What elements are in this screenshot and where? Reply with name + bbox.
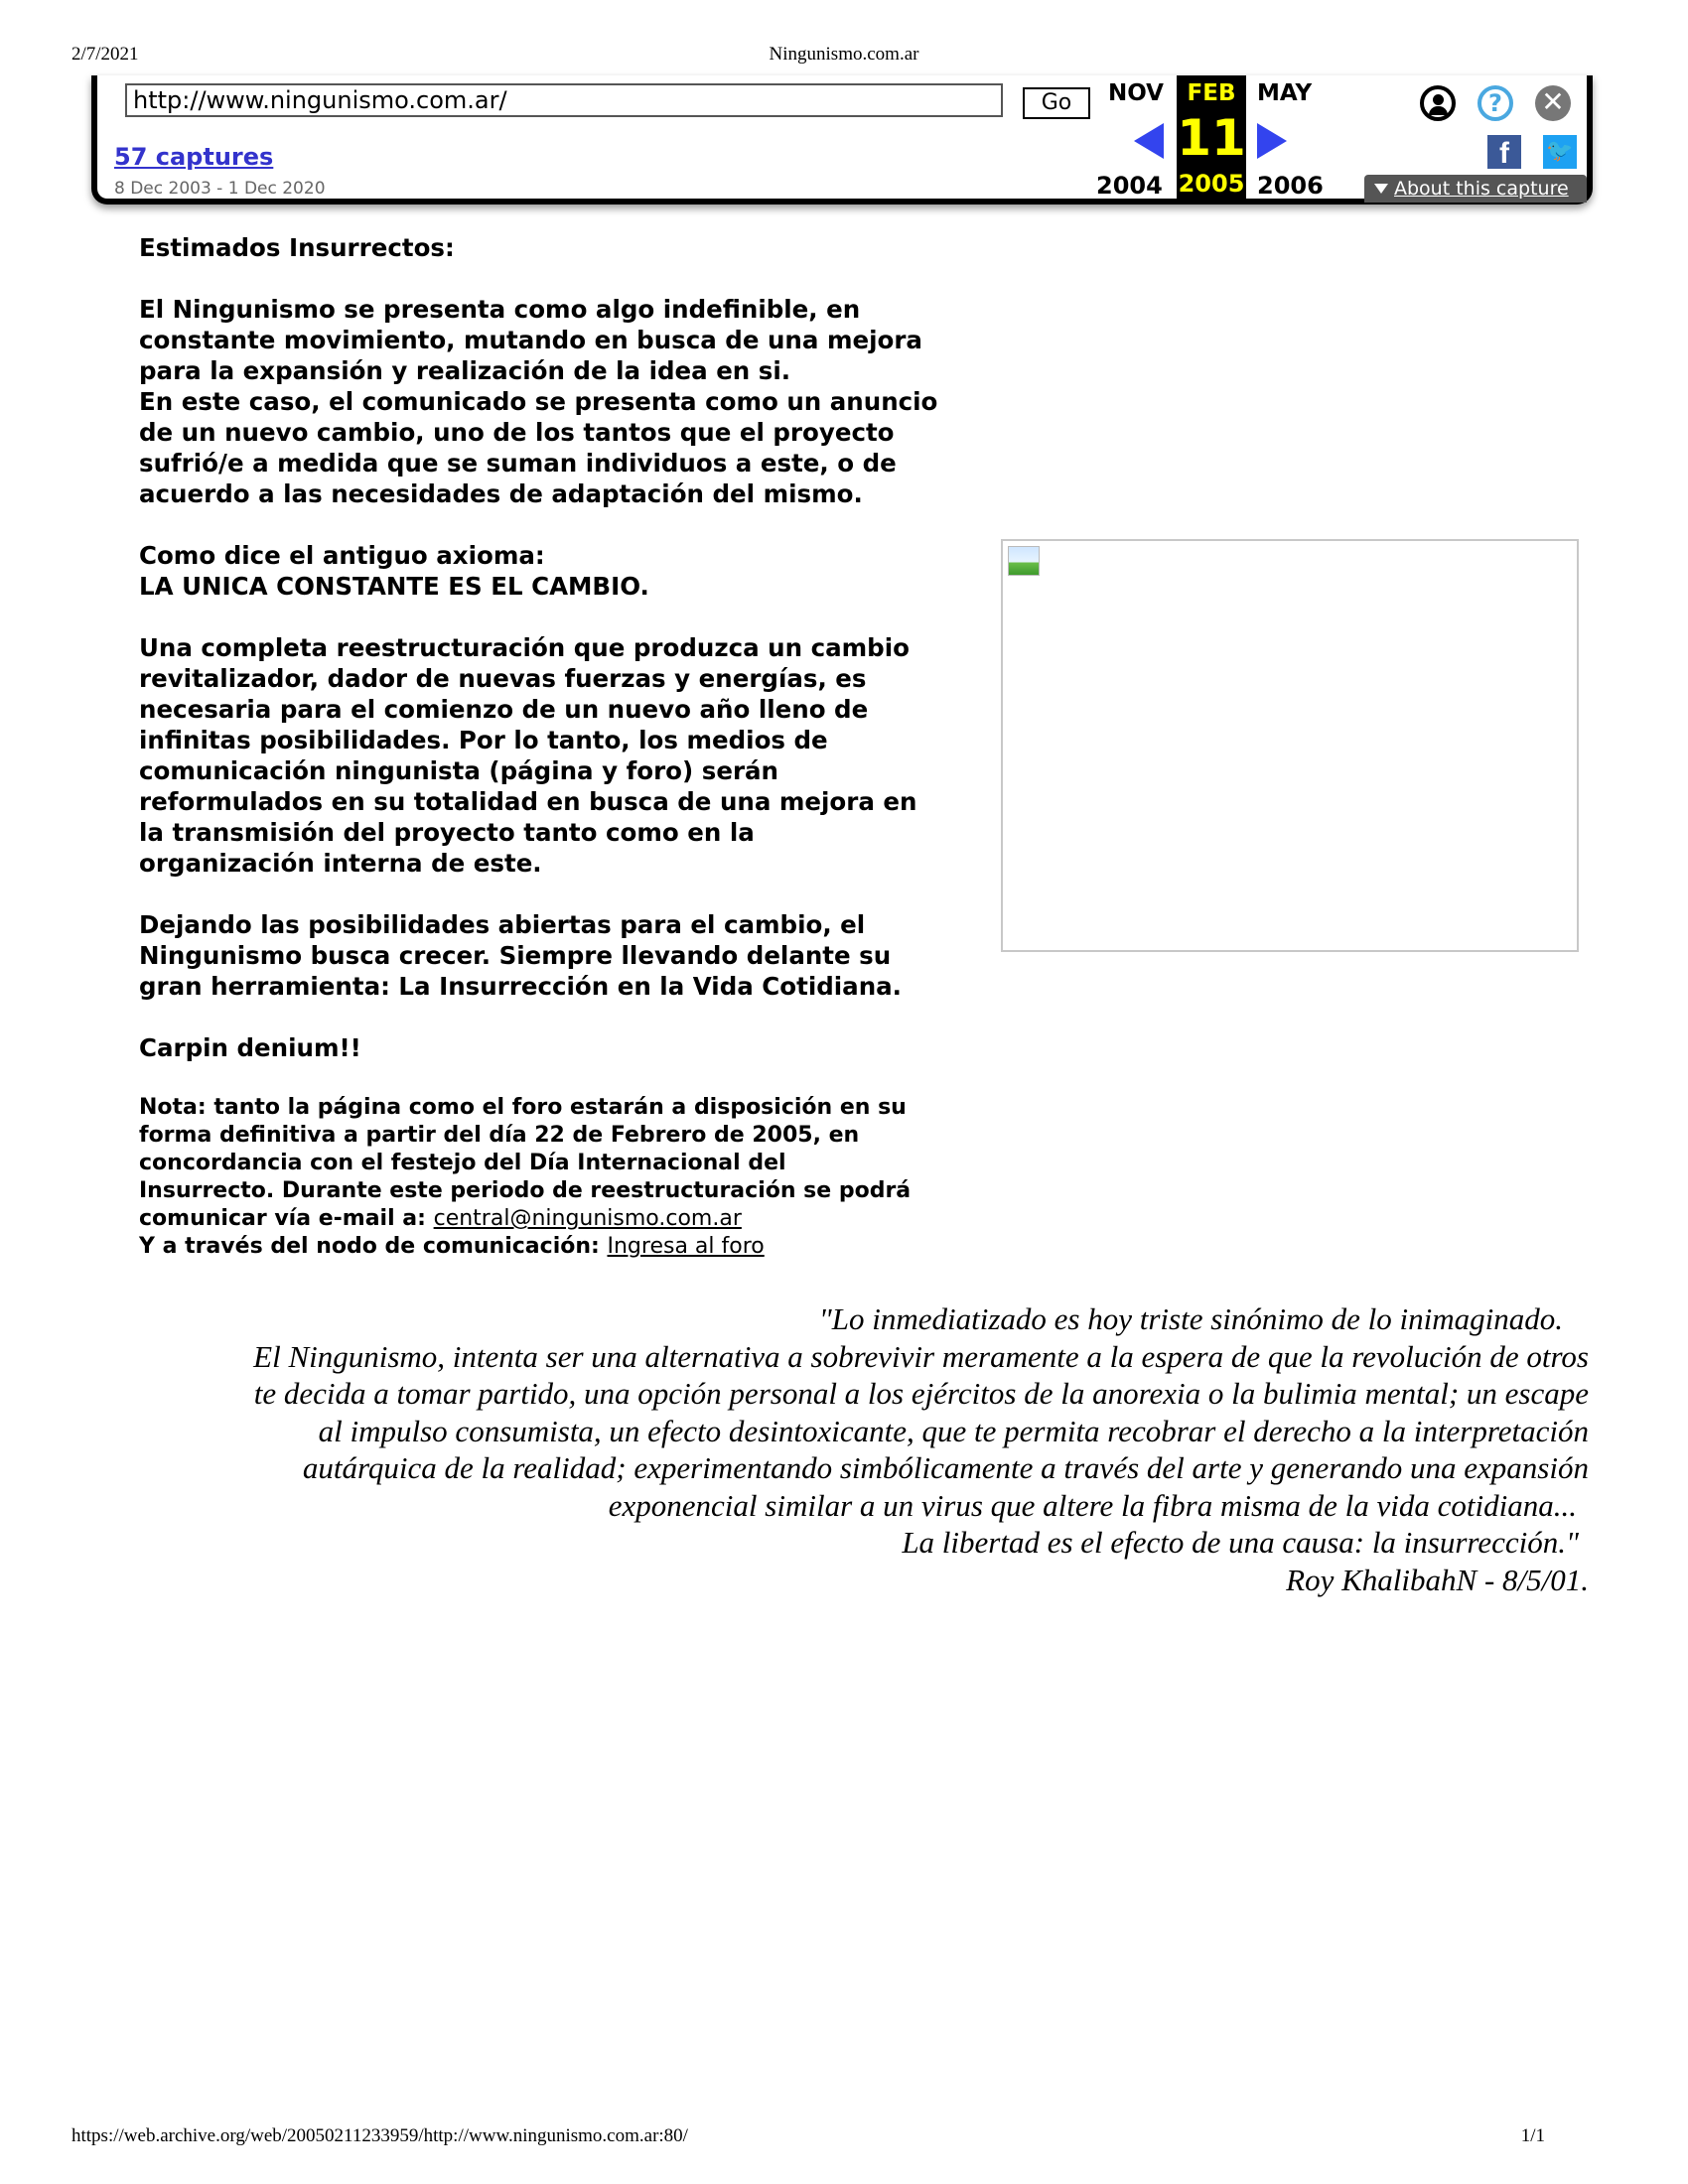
- quote-line: El Ningunismo, intenta ser una alternativa a sobrevivir meramente a la espera de que la revolución de otros: [253, 1338, 1589, 1374]
- quote-line: al impulso consumista, un efecto desintoxicante, que te permita recobrar el derecho a la interpretación: [318, 1413, 1589, 1448]
- email-link[interactable]: central@ningunismo.com.ar: [433, 1206, 742, 1231]
- paragraph-2: Como dice el antiguo axioma: LA UNICA CONSTANTE ES EL CAMBIO.: [139, 541, 649, 601]
- note-forum-prefix: Y a través del nodo de comunicación:: [139, 1234, 600, 1259]
- help-icon[interactable]: ?: [1477, 85, 1513, 121]
- quote-line: "Lo inmediatizado es hoy triste sinónimo de lo inimaginado.: [818, 1301, 1563, 1336]
- caret-down-icon: [1374, 184, 1388, 194]
- capture-range: 8 Dec 2003 - 1 Dec 2020: [114, 179, 326, 199]
- print-url: https://web.archive.org/web/20050211233959/http://www.ningunismo.com.ar:80/: [71, 2125, 688, 2146]
- print-footer: [71, 2125, 1617, 2149]
- captures-link[interactable]: 57 captures: [114, 143, 274, 171]
- next-year-link[interactable]: 2006: [1257, 172, 1324, 200]
- note-email-prefix: comunicar vía e-mail a:: [139, 1206, 426, 1231]
- close-icon[interactable]: ✕: [1535, 85, 1571, 121]
- twitter-icon[interactable]: 🐦: [1543, 135, 1577, 169]
- quote-line: autárquica de la realidad; experimentando simbólicamente a través del arte y generando una expansión: [302, 1450, 1589, 1485]
- greeting: Estimados Insurrectos:: [139, 233, 455, 262]
- paragraph-4: Dejando las posibilidades abiertas para el cambio, el Ningunismo busca crecer. Siempre llevando delante su gran herramienta: La Insurrección en la Vida Cotidiana.: [139, 910, 902, 1001]
- about-capture-button[interactable]: [1364, 175, 1587, 203]
- closing: Carpin denium!!: [139, 1033, 361, 1062]
- wayback-toolbar: [91, 75, 1593, 205]
- user-icon[interactable]: [1420, 85, 1456, 121]
- note: Nota: tanto la página como el foro estarán a disposición en su forma definitiva a partir del día 22 de Febrero de 2005, en concordancia con el festejo del Día Internacional del Insurrecto. Durante este periodo de reestructuración se podrá comunicar vía e-mail a: central@ningunismo.com.ar Y a través del nodo de comunicación: Ingresa al foro: [139, 1095, 912, 1259]
- quote-line: exponencial similar a un virus que altere la fibra misma de la vida cotidiana...: [608, 1487, 1577, 1523]
- facebook-icon[interactable]: f: [1487, 135, 1521, 169]
- paragraph-3: Una completa reestructuración que produzca un cambio revitalizador, dador de nuevas fuerzas y energías, es necesaria para el comienzo de un nuevo año lleno de infinitas posibilidades. Por lo tanto, los medios de comunicación ningunista (página y foro) serán reformulados en su totalidad en busca de una mejora en la transmisión del proyecto tanto como en la organización interna de este.: [139, 633, 917, 878]
- current-year: 2005: [1178, 170, 1245, 198]
- broken-image-icon: [1008, 546, 1040, 576]
- current-capture-date: [1177, 75, 1246, 205]
- url-input[interactable]: [125, 83, 1003, 117]
- prev-year-link[interactable]: 2004: [1096, 172, 1163, 200]
- current-month: FEB: [1187, 80, 1236, 106]
- quote-line: La libertad es el efecto de una causa: la insurrección.": [902, 1525, 1579, 1560]
- prev-month-link[interactable]: NOV: [1108, 80, 1164, 106]
- print-title: Ningunismo.com.ar: [769, 44, 919, 65]
- print-page-number: 1/1: [1520, 2125, 1545, 2146]
- quote-attribution: Roy KhalibahN - 8/5/01.: [1286, 1562, 1589, 1597]
- go-button[interactable]: Go: [1023, 87, 1090, 119]
- paragraph-1: El Ningunismo se presenta como algo indefinible, en constante movimiento, mutando en busca de una mejora para la expansión y realización de la idea en si. En este caso, el comunicado se presenta como un anuncio de un nuevo cambio, uno de los tantos que el proyecto sufrió/e a medida que se suman individuos a este, o de acuerdo a las necesidades de adaptación del mismo.: [139, 295, 938, 508]
- print-header: [71, 44, 1617, 68]
- current-day: 11: [1177, 109, 1246, 167]
- broken-image: [1001, 539, 1579, 952]
- next-month-link[interactable]: MAY: [1257, 80, 1313, 106]
- about-capture-label: About this capture: [1394, 178, 1569, 200]
- next-capture-arrow-icon[interactable]: [1257, 123, 1287, 159]
- main-content: [139, 232, 963, 1261]
- print-date: 2/7/2021: [71, 44, 139, 65]
- quote-block: [139, 1300, 1589, 1598]
- quote-line: te decida a tomar partido, una opción personal a los ejércitos de la anorexia o la bulimia mental; un escape: [253, 1376, 1589, 1411]
- forum-link[interactable]: Ingresa al foro: [607, 1234, 765, 1259]
- prev-capture-arrow-icon[interactable]: [1134, 123, 1164, 159]
